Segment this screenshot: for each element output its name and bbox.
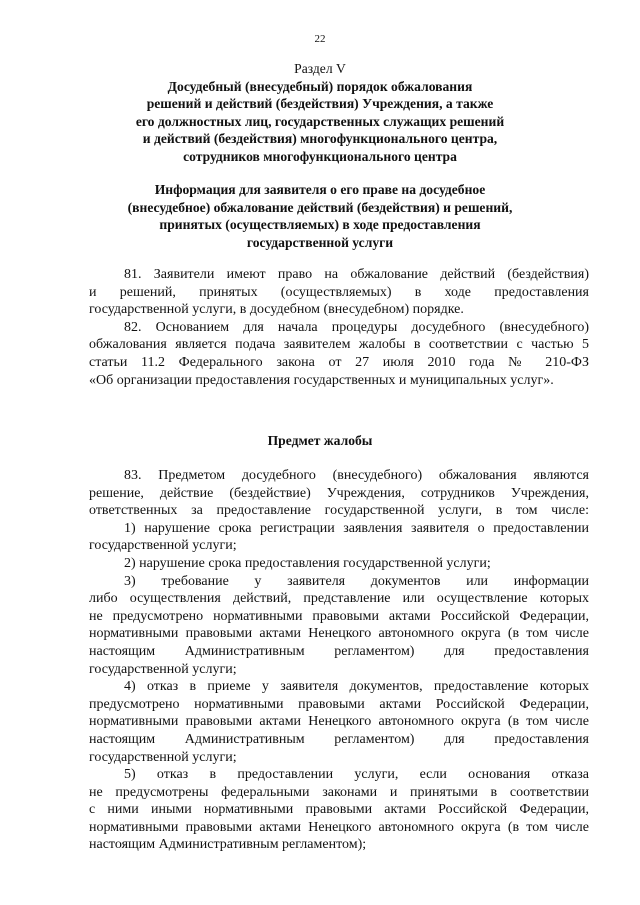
paragraph-line: настоящим Административным регламентом); xyxy=(89,837,367,853)
section-heading-line: Досудебный (внесудебный) порядок обжалования xyxy=(167,78,473,94)
paragraph-line: нормативными правовыми актами Ненецкого автономного округа (в том числе xyxy=(89,626,589,642)
paragraph-line: настоящим Административным регламентом) для предоставления xyxy=(89,731,589,747)
paragraph-line: решение, действие (бездействие) Учреждения, сотрудников Учреждения, xyxy=(89,485,589,501)
info-heading-line: Информация для заявителя о его праве на досудебное xyxy=(154,182,486,197)
paragraph-line: нормативными правовыми актами Ненецкого автономного округа (в том числе xyxy=(89,819,589,835)
paragraph-line: настоящим Административным регламентом) для предоставления xyxy=(89,643,589,659)
info-heading-line: (внесудебное) обжалование действий (бездействия) и решений, xyxy=(127,199,513,215)
paragraph-line: 2) нарушение срока предоставления государственной услуги; xyxy=(124,555,491,571)
paragraph-line: «Об организации предоставления государственных и муниципальных услуг». xyxy=(89,372,554,388)
paragraph-line: не предусмотрено нормативными правовыми актами Российской Федерации, xyxy=(89,608,589,624)
section-heading-line: сотрудников многофункционального центра xyxy=(183,148,457,164)
paragraph-line: государственной услуги; xyxy=(89,538,237,554)
paragraph-line: 81. Заявители имеют право на обжалование действий (бездействия) xyxy=(124,267,589,282)
section-heading-line: решений и действий (бездействия) Учреждения, а также xyxy=(146,96,494,111)
paragraph-line: статьи 11.2 Федерального закона от 27 июля 2010 года № 210-ФЗ xyxy=(89,354,589,370)
paragraph-line: и решений, принятых (осуществляемых) в ходе предоставления xyxy=(89,284,589,300)
paragraph-line: 1) нарушение срока регистрации заявления заявителя о предоставлении xyxy=(124,520,589,536)
paragraph-line: не предусмотрены федеральными законами и принятыми в соответствии xyxy=(89,784,589,800)
paragraph-line: 82. Основанием для начала процедуры досудебного (внесудебного) xyxy=(124,319,589,335)
subject-heading: Предмет жалобы xyxy=(267,433,373,448)
info-heading-line: государственной услуги xyxy=(246,234,394,250)
section-heading xyxy=(60,60,580,165)
paragraphs-81-82 xyxy=(89,266,589,389)
paragraph-line: ответственных за предоставление государственной услуги, в том числе: xyxy=(89,503,589,519)
paragraph-line: 3) требование у заявителя документов или информации xyxy=(124,573,589,589)
paragraph-line: с ними иными нормативными правовыми актами Российской Федерации, xyxy=(89,802,589,818)
paragraph-line: 83. Предметом досудебного (внесудебного) обжалования являются xyxy=(124,468,589,483)
page-number: 22 xyxy=(314,33,326,45)
paragraph-line: предусмотрено нормативными правовыми актами Российской Федерации, xyxy=(89,696,589,712)
section-heading-line: и действий (бездействия) многофункционального центра, xyxy=(142,131,498,146)
section-title: Раздел V xyxy=(294,61,346,76)
paragraph-line: 4) отказ в приеме у заявителя документов, предоставление которых xyxy=(124,679,589,695)
paragraph-83 xyxy=(89,467,589,854)
paragraph-line: государственной услуги; xyxy=(89,661,237,677)
subject-heading-block xyxy=(60,432,580,450)
paragraph-line: нормативными правовыми актами Ненецкого автономного округа (в том числе xyxy=(89,714,589,730)
paragraph-line: обжалования является подача заявителем жалобы в соответствии с частью 5 xyxy=(89,337,589,353)
paragraph-line: государственной услуги; xyxy=(89,749,237,765)
info-heading-line: принятых (осуществляемых) в ходе предоставления xyxy=(159,217,481,232)
info-heading xyxy=(60,181,580,251)
paragraph-line: либо осуществления действий, представление или осуществление которых xyxy=(89,591,589,607)
paragraph-line: государственной услуги, в досудебном (внесудебном) порядке. xyxy=(89,302,464,318)
section-heading-line: его должностных лиц, государственных служащих решений xyxy=(135,113,505,129)
paragraph-line: 5) отказ в предоставлении услуги, если основания отказа xyxy=(124,767,589,783)
